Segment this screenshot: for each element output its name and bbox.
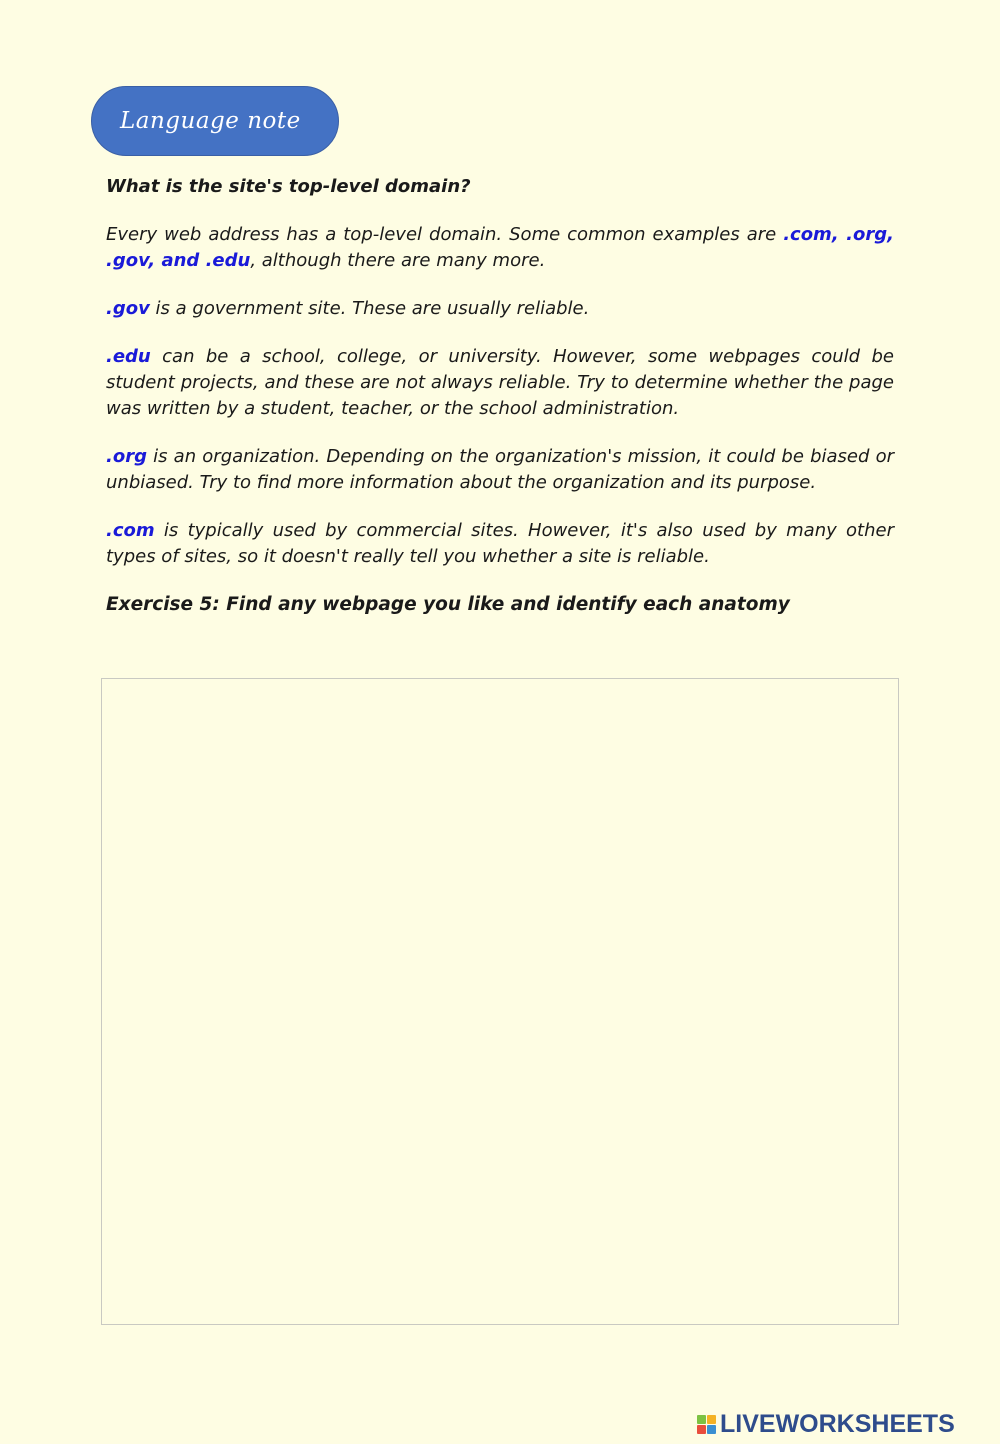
com-paragraph [106,518,894,570]
com-text: is typically used by commercial sites. However, it's also used by many other types of sites, so it doesn't really tell you whether a site is reliable. [106,520,894,567]
org-text: is an organization. Depending on the organization's mission, it could be biased or unbiased. Try to find more information about the organization and its purpose. [106,446,894,493]
worksheet-content [106,174,894,618]
intro-text-before: Every web address has a top-level domain. Some common examples are [106,224,784,245]
liveworksheets-logo [697,1410,955,1439]
logo-mark-icon [697,1415,716,1434]
section-heading: What is the site's top-level domain? [106,176,471,197]
gov-text: is a government site. These are usually reliable. [149,298,590,319]
logo-text: LIVEWORKSHEETS [720,1410,955,1438]
badge-label: Language note [120,108,301,134]
gov-paragraph [106,296,894,322]
edu-text: can be a school, college, or university. However, some webpages could be student projects, and these are not always reliable. Try to determine whether the page was written by a student, teacher, or the school administration. [106,346,894,419]
gov-domain: .gov [106,298,150,319]
intro-paragraph [106,222,894,274]
intro-text-after: , although there are many more. [250,250,546,271]
com-domain: .com [106,520,155,541]
domain-examples: .com, .org, .gov, and .edu [106,224,894,271]
answer-area[interactable] [101,678,899,1325]
edu-paragraph [106,344,894,422]
org-paragraph [106,444,894,496]
exercise-prompt: Exercise 5: Find any webpage you like and identify each anatomy [106,594,790,615]
edu-domain: .edu [106,346,151,367]
org-domain: .org [106,446,147,467]
language-note-badge [91,86,339,156]
